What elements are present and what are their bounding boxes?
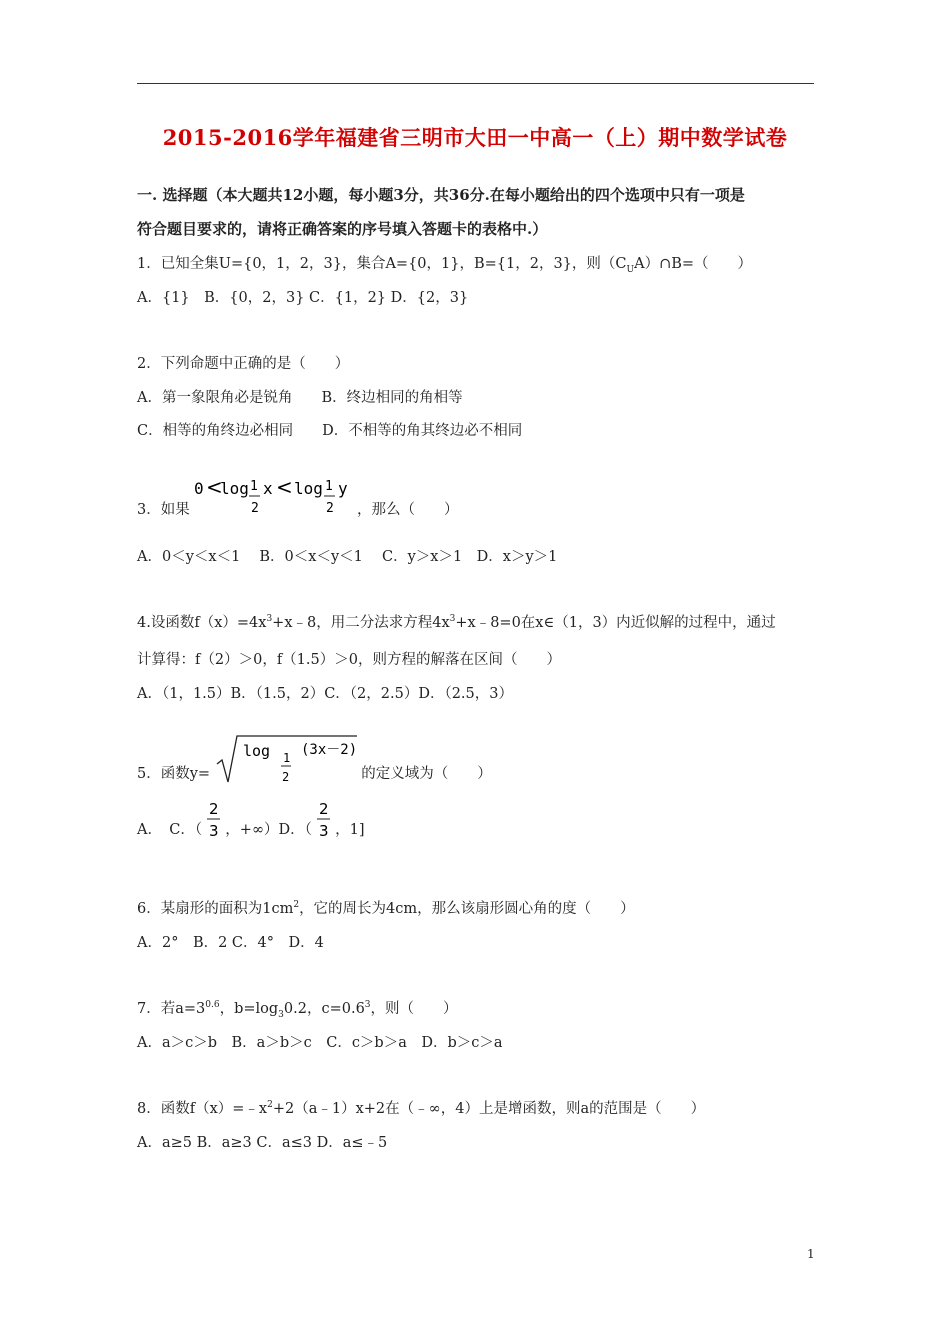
svg-text:<: < xyxy=(206,475,224,499)
q2-stem: 2．下列命题中正确的是（ ） xyxy=(137,356,350,372)
top-rule xyxy=(137,83,814,84)
page-number: 1 xyxy=(807,1247,815,1261)
svg-text:3: 3 xyxy=(318,822,329,840)
q6-options: A．2° B．2 C．4° D．4 xyxy=(137,935,324,951)
q1-options: A．{1} B．{0，2，3} C．{1，2} D．{2，3} xyxy=(137,290,469,306)
q2-options-cd: C．相等的角终边必相同 D．不相等的角其终边必不相同 xyxy=(137,423,523,439)
svg-text:3: 3 xyxy=(208,822,219,840)
q4-stem-2: 计算得：f（2）＞0，f（1.5）＞0，则方程的解落在区间（ ） xyxy=(137,652,561,668)
q7-options: A．a＞c＞b B．a＞b＞c C．c＞b＞a D．b＞c＞a xyxy=(137,1035,503,1051)
q3-log1: log xyxy=(220,479,250,498)
q3-inequality-formula xyxy=(194,474,352,520)
q4-options: A．（1，1.5）B．（1.5，2）C．（2，2.5）D．（2.5，3） xyxy=(137,686,513,702)
q8-options: A．a≥5 B．a≥3 C．a≤3 D．a≤﹣5 xyxy=(137,1135,388,1151)
svg-text:2: 2 xyxy=(318,800,329,818)
q3-zero: 0 xyxy=(194,479,204,498)
q5-fraction-d xyxy=(317,798,331,840)
q7-stem: 7．若$a=3^{0.6}$，$b=\log_30.2$，$c=0.6^3$，则（ ） xyxy=(137,1000,458,1020)
q5-options: A． C．（ 2 3 ，+∞）D．（ 2 3 ，1] xyxy=(137,800,365,840)
section-instructions-2: 符合题目要求的，请将正确答案的序号填入答题卡的表格中.） xyxy=(137,220,548,238)
q2-options-ab: A．第一象限角必是锐角 B．终边相同的角相等 xyxy=(137,390,463,406)
q1-stem: 1．已知全集U={0，1，2，3}，集合A={0，1}，B={1，2，3}，则$(C_UA)\cap B=$（ ） xyxy=(137,256,753,275)
svg-text:2: 2 xyxy=(326,501,335,516)
svg-text:<: < xyxy=(276,475,294,499)
page-title: 2015-2016学年福建省三明市大田一中高一（上）期中数学试卷 xyxy=(162,125,788,150)
svg-text:2: 2 xyxy=(208,800,219,818)
svg-text:2: 2 xyxy=(281,770,289,784)
q8-stem: 8．函数$f(x)=﹣x^2+2(a﹣1)x+2$在（﹣∞，4）上是增函数，则a的范围是（ ） xyxy=(137,1100,706,1117)
svg-text:1: 1 xyxy=(250,479,259,494)
svg-text:1: 1 xyxy=(282,751,290,765)
svg-text:2: 2 xyxy=(251,501,260,516)
svg-text:log: log xyxy=(242,742,270,760)
q6-stem: 6．某扇形的面积为$1cm^2$，它的周长为4cm，那么该扇形圆心角的度（ ） xyxy=(137,900,635,917)
q5-stem: 5．函数y= log 1 2 (3x－2) 的定义域为（ ） xyxy=(137,762,492,786)
svg-text:(3x－2): (3x－2) xyxy=(300,742,357,758)
q5-sqrt-log-formula xyxy=(215,732,357,786)
q3-options: A．0＜y＜x＜1 B．0＜x＜y＜1 C．y＞x＞1 D．x＞y＞1 xyxy=(137,549,558,565)
q3-stem: 3．如果 0 < log 1 2 x < log 1 2 y ，那么（ ） xyxy=(137,475,459,518)
q4-stem-1: 4.设函数$f(x)=4x^3+x﹣8$，用二分法求方程$4x^3+x﹣8=0$在x∈（1，3）内近似解的过程中，通过 xyxy=(137,614,776,631)
svg-text:1: 1 xyxy=(325,479,334,494)
q3-y: y xyxy=(338,479,348,498)
q5-fraction-c xyxy=(207,798,221,840)
q3-log2: log xyxy=(294,479,324,498)
q3-x: x xyxy=(263,479,273,498)
section-instructions-1: 一. 选择题（本大题共12小题，每小题3分，共36分.在每小题给出的四个选项中只有一项是 xyxy=(137,186,745,204)
